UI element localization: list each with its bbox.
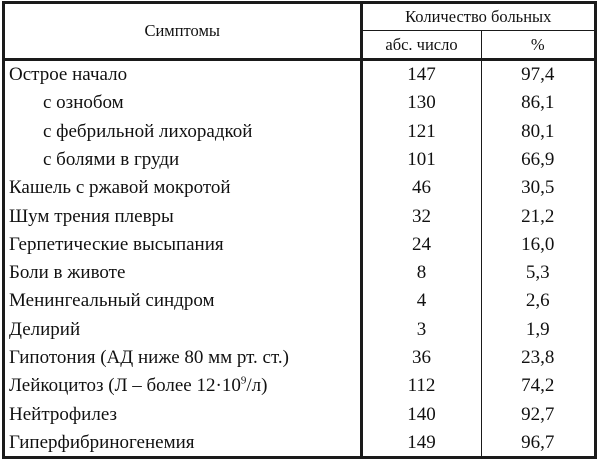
percent-cell: 66,9 bbox=[481, 146, 594, 174]
header-percent: % bbox=[481, 31, 594, 60]
percent-cell: 16,0 bbox=[481, 231, 594, 259]
symptoms-table bbox=[2, 1, 597, 459]
table-header bbox=[5, 4, 594, 60]
table-row bbox=[5, 259, 594, 287]
symptom-cell bbox=[5, 372, 361, 400]
percent-cell: 86,1 bbox=[481, 89, 594, 117]
absolute-count-cell: 147 bbox=[361, 60, 481, 90]
table-row bbox=[5, 231, 594, 259]
absolute-count-cell: 4 bbox=[361, 287, 481, 315]
table-row bbox=[5, 202, 594, 230]
symptom-cell: с болями в груди bbox=[43, 148, 180, 170]
percent-cell: 1,9 bbox=[481, 316, 594, 344]
symptom-cell: с ознобом bbox=[43, 92, 124, 114]
absolute-count-cell: 32 bbox=[361, 202, 481, 230]
symptom-cell: Нейтрофилез bbox=[9, 403, 117, 425]
table-row bbox=[5, 287, 594, 315]
absolute-count-cell: 36 bbox=[361, 344, 481, 372]
table-row bbox=[5, 89, 594, 117]
percent-cell: 23,8 bbox=[481, 344, 594, 372]
symptom-cell: Острое начало bbox=[9, 64, 128, 86]
percent-cell: 74,2 bbox=[481, 372, 594, 400]
percent-cell: 97,4 bbox=[481, 60, 594, 90]
symptom-cell: Гиперфибриногенемия bbox=[9, 431, 195, 453]
absolute-count-cell: 46 bbox=[361, 174, 481, 202]
header-symptoms: Симптомы bbox=[5, 4, 361, 60]
percent-cell: 21,2 bbox=[481, 202, 594, 230]
absolute-count-cell: 130 bbox=[361, 89, 481, 117]
table-row bbox=[5, 429, 594, 457]
table-row bbox=[5, 60, 594, 90]
absolute-count-cell: 140 bbox=[361, 400, 481, 428]
percent-cell: 80,1 bbox=[481, 118, 594, 146]
table-row bbox=[5, 316, 594, 344]
absolute-count-cell: 3 bbox=[361, 316, 481, 344]
symptom-text-tail: /л) bbox=[246, 375, 268, 397]
symptom-cell: Шум трения плевры bbox=[9, 205, 174, 227]
table-row bbox=[5, 118, 594, 146]
table-row bbox=[5, 174, 594, 202]
symptom-text: Лейкоцитоз (Л – более 12·10 bbox=[9, 375, 241, 397]
symptom-cell: Боли в животе bbox=[9, 262, 126, 284]
symptom-cell: Менингеальный синдром bbox=[9, 290, 215, 312]
absolute-count-cell: 24 bbox=[361, 231, 481, 259]
symptom-cell: Герпетические высыпания bbox=[9, 233, 224, 255]
percent-cell: 96,7 bbox=[481, 429, 594, 457]
header-patient-count: Количество больных bbox=[361, 4, 594, 31]
symptom-cell: Гипотония (АД ниже 80 мм рт. ст.) bbox=[9, 346, 289, 368]
percent-cell: 2,6 bbox=[481, 287, 594, 315]
percent-cell: 30,5 bbox=[481, 174, 594, 202]
absolute-count-cell: 112 bbox=[361, 372, 481, 400]
exponent: 9 bbox=[240, 374, 247, 387]
table-row bbox=[5, 146, 594, 174]
table-row bbox=[5, 372, 594, 400]
symptom-cell: с фебрильной лихорадкой bbox=[43, 120, 253, 142]
symptom-cell: Делирий bbox=[9, 318, 81, 340]
absolute-count-cell: 101 bbox=[361, 146, 481, 174]
absolute-count-cell: 149 bbox=[361, 429, 481, 457]
absolute-count-cell: 121 bbox=[361, 118, 481, 146]
percent-cell: 5,3 bbox=[481, 259, 594, 287]
table-body bbox=[5, 60, 594, 458]
absolute-count-cell: 8 bbox=[361, 259, 481, 287]
table-row bbox=[5, 400, 594, 428]
symptoms-table-grid bbox=[5, 4, 594, 457]
percent-cell: 92,7 bbox=[481, 400, 594, 428]
header-absolute: абс. число bbox=[361, 31, 481, 60]
table-row bbox=[5, 344, 594, 372]
symptom-cell: Кашель с ржавой мокротой bbox=[9, 177, 231, 199]
